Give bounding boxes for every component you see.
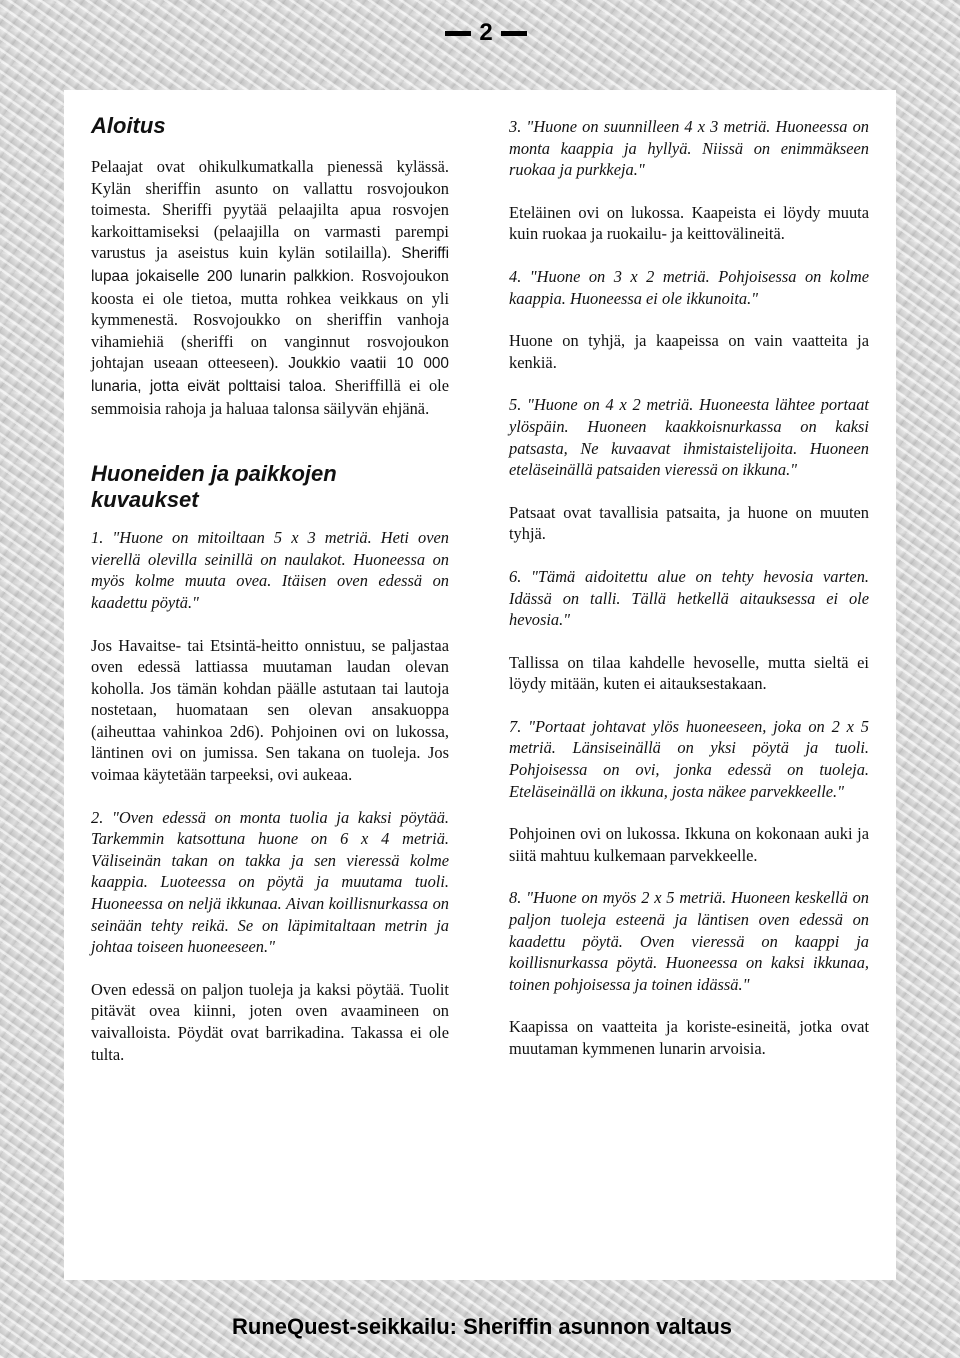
left-dash-decoration: [445, 31, 471, 36]
room-4-description: 4. "Huone on 3 x 2 metriä. Pohjoisessa on kolme kaappia. Huoneessa ei ole ikkunoita.": [509, 266, 869, 308]
page-number-text: 2: [479, 19, 493, 46]
heading-room-descriptions: Huoneiden ja paikkojen kuvaukset: [91, 461, 337, 513]
room-5-notes: Patsaat ovat tavallisia patsaita, ja huone on muuten tyhjä.: [509, 502, 869, 544]
room-8-notes: Kaapissa on vaatteita ja koriste-esineitä, jotka ovat muutaman kymmenen lunarin arvoisia.: [509, 1017, 869, 1058]
right-column: [509, 116, 869, 1081]
room-2-notes: Oven edessä on paljon tuoleja ja kaksi pöytää. Tuolit pitävät ovea kiinni, joten oven avaamineen on vaivalloista. Pöydät ovat barrikadina. Takassa ei ole tulta.: [91, 979, 449, 1064]
room-1-description: 1. "Huone on mitoiltaan 5 x 3 metriä. Heti oven vierellä olevilla seinillä on naulakot. Huoneessa on myös kolme muuta ovea. Itäisen oven edessä on kaadettu pöytä.": [91, 528, 449, 612]
room-4-notes: Huone on tyhjä, ja kaapeissa on vain vaatteita ja kenkiä.: [509, 331, 869, 372]
room-6-notes: Tallissa on tilaa kahdelle hevoselle, mutta sieltä ei löydy mitään, kuten ei aitauksestakaan.: [509, 652, 869, 694]
left-column: [91, 113, 449, 1086]
intro-text-c: Rosvojoukon koosta ei ole tietoa, mutta rohkea veikkaus on yli kymmenestä. Rosvojoukko on sheriffin vanhoja vihamiehiä (sheriffi on vanginnut rosvojoukon johtajan useaan otteeseen).: [91, 265, 449, 373]
heading-aloitus: Aloitus: [91, 113, 166, 138]
room-5-description: 5. "Huone on 4 x 2 metriä. Huoneesta lähtee portaat ylöspäin. Huoneen kaakkoisnurkassa on kaksi patsasta, Ne kuvaavat ihmistaistelijoita. Huoneen eteläseinällä patsaiden vieressä on ikkuna.": [509, 395, 869, 480]
footer-title-text: RuneQuest-seikkailu: Sheriffin asunnon valtaus: [232, 1314, 732, 1339]
intro-text-b: Sheriffi lupaa jokaiselle 200 lunarin palkkion.: [91, 245, 449, 285]
intro-text-e: Sheriffillä ei ole semmoisia rahoja ja haluaa talonsa säilyvän ehjänä.: [91, 375, 449, 418]
footer-title: [0, 1314, 960, 1340]
intro-paragraph: [91, 156, 449, 419]
room-3-description: 3. "Huone on suunnilleen 4 x 3 metriä. Huoneessa on monta kaappia ja hyllyä. Niissä on enimmäkseen ruokaa ja purkkeja.": [509, 117, 869, 180]
page-number: [440, 18, 532, 48]
room-7-notes: Pohjoinen ovi on lukossa. Ikkuna on kokonaan auki ja siitä mahtuu kulkemaan parvekkeelle.: [509, 824, 869, 865]
room-2-description: 2. "Oven edessä on monta tuolia ja kaksi pöytää. Tarkemmin katsottuna huone on 6 x 4 metriä. Väliseinän takan on takka ja sen vieressä kolme kaappia. Luoteessa on pöytä ja muutama tuoli. Huoneessa on neljä ikkunaa. Aivan koillisnurkassa on seinään tehty reikä. Se on läpimitaltaan metrin ja johtaa toiseen huoneeseen.": [91, 807, 449, 957]
room-1-notes: Jos Havaitse- tai Etsintä-heitto onnistuu, se paljastaa oven edessä lattiassa muutaman laudan olevan koholla. Jos tämän kohdan päälle astutaan tai lautoja nostetaan, huomataan sen olevan ansakuoppa (aiheuttaa vahinkoa 2d6). Pohjoinen ovi on lukossa, läntinen ovi on jumissa. Sen takana on tuoleja. Jos voimaa käytetään tarpeeksi, ovi aukeaa.: [91, 635, 449, 785]
room-8-description: 8. "Huone on myös 2 x 5 metriä. Huoneen keskellä on paljon tuoleja esteenä ja läntisen oven edessä on kaadettu pöytä. Oven vieressä on kaappi ja koillisnurkassa pöytä. Huoneessa on kaksi ikkunaa, toinen pohjoisessa ja toinen idässä.": [509, 888, 869, 994]
room-7-description: 7. "Portaat johtavat ylös huoneeseen, joka on 2 x 5 metriä. Länsiseinällä on yksi pöytä ja tuoli. Pohjoisessa on ovi, jonka edessä on tuoleja. Eteläseinällä on ikkuna, josta näkee parvekkeelle.": [509, 716, 869, 801]
intro-text-a: Pelaajat ovat ohikulkumatkalla pienessä kylässä. Kylän sheriffin asunto on vallattu rosvojoukon toimesta. Sheriffi pyytää pelaajilta apua rosvojen karkoittamiseksi (pelaajilla on varmasti parempi varustus ja aseistus kuin kylän sotilailla).: [91, 157, 449, 263]
room-3-notes: Eteläinen ovi on lukossa. Kaapeista ei löydy muuta kuin ruokaa ja ruokailu- ja keittovälineitä.: [509, 202, 869, 244]
intro-text-d: Joukkio vaatii 10 000 lunaria, jotta eivät polttaisi taloa.: [91, 355, 449, 395]
right-dash-decoration: [501, 31, 527, 36]
room-6-description: 6. "Tämä aidoitettu alue on tehty hevosia varten. Idässä on talli. Tällä hetkellä aitauksessa ei ole hevosia.": [509, 566, 869, 630]
